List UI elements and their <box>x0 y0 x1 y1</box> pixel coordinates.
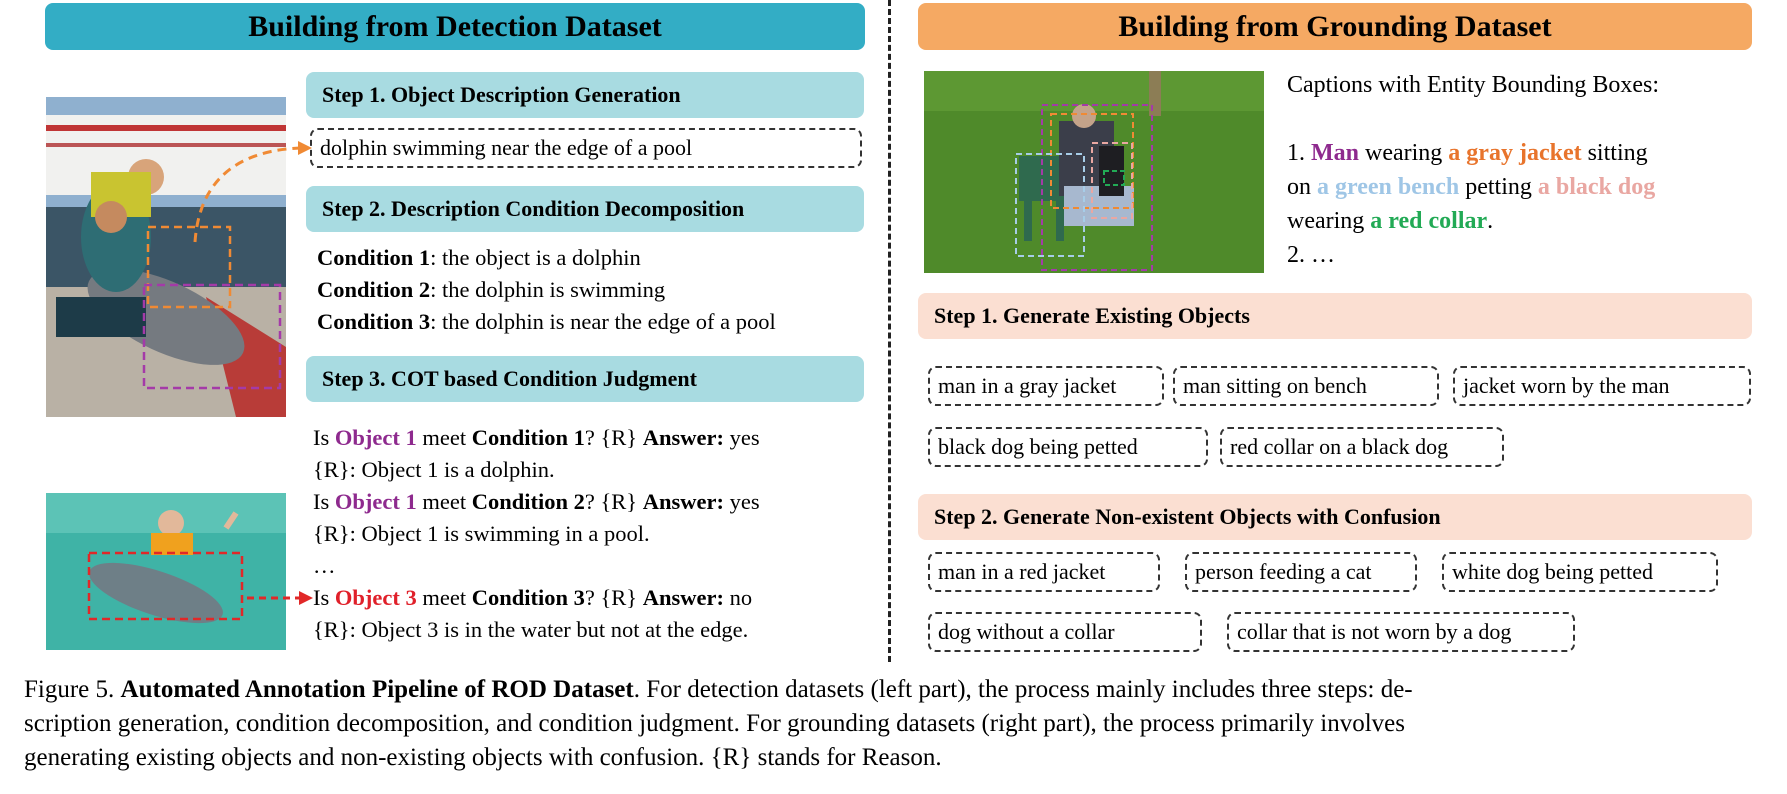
grounding-step-1-title: Step 1. Generate Existing Objects <box>918 293 1752 339</box>
caption-line: generating existing objects and non-existing objects with confusion. {R} stands for Reason. <box>24 744 942 771</box>
judgment-question: Is Object 1 meet Condition 2? {R} Answer: yes <box>313 489 760 514</box>
grounding-step-2-title: Step 2. Generate Non-existent Objects with Confusion <box>918 494 1752 540</box>
existing-object-box: jacket worn by the man <box>1453 366 1751 406</box>
existing-object-box: red collar on a black dog <box>1220 427 1504 467</box>
entity-caption <box>1287 68 1659 272</box>
nonexistent-object-box: collar that is not worn by a dog <box>1227 612 1575 652</box>
nonexistent-object-box: dog without a collar <box>928 612 1202 652</box>
detection-header: Building from Detection Dataset <box>45 3 865 50</box>
existing-object-box: man sitting on bench <box>1173 366 1439 406</box>
arrow-object3-to-judgment <box>245 587 315 609</box>
detection-step-3-title: Step 3. COT based Condition Judgment <box>306 356 864 402</box>
nonexistent-object-box: white dog being petted <box>1442 552 1718 592</box>
detection-step-2-title: Step 2. Description Condition Decomposition <box>306 186 864 232</box>
grounding-header: Building from Grounding Dataset <box>918 3 1752 50</box>
caption-line: 1. Man wearing a gray jacket sitting <box>1287 140 1648 166</box>
judgment-question: Is Object 3 meet Condition 3? {R} Answer: no <box>313 585 753 610</box>
caption-line: wearing a red collar. <box>1287 208 1494 234</box>
existing-object-box: man in a gray jacket <box>928 366 1164 406</box>
judgment-reason: {R}: Object 1 is a dolphin. <box>313 457 555 482</box>
caption-line: Figure 5. Automated Annotation Pipeline of ROD Dataset. For detection datasets (left part), the process mainly includes three steps: de- <box>24 676 1413 703</box>
condition-item: Condition 3: the dolphin is near the edge of a pool <box>317 309 776 334</box>
judgment-reason: {R}: Object 1 is swimming in a pool. <box>313 521 650 546</box>
judgment-list <box>313 422 760 646</box>
nonexistent-object-box: man in a red jacket <box>928 552 1160 592</box>
panel-divider <box>888 0 891 662</box>
park-photo <box>924 71 1264 273</box>
arrow-dolphin-to-description <box>180 130 315 250</box>
caption-line: scription generation, condition decomposition, and condition judgment. For grounding datasets (right part), the process primarily involves <box>24 710 1405 737</box>
existing-object-box: black dog being petted <box>928 427 1208 467</box>
caption-line: on a green bench petting a black dog <box>1287 174 1656 200</box>
judgment-ellipsis: … <box>313 553 336 578</box>
caption-title: Captions with Entity Bounding Boxes: <box>1287 72 1660 98</box>
figure-caption <box>24 673 1774 775</box>
detection-step-1-title: Step 1. Object Description Generation <box>306 72 864 118</box>
judgment-question: Is Object 1 meet Condition 1? {R} Answer: yes <box>313 425 760 450</box>
judgment-reason: {R}: Object 3 is in the water but not at the edge. <box>313 617 749 642</box>
description-box: dolphin swimming near the edge of a pool <box>310 128 862 168</box>
caption-spacer <box>1287 102 1659 136</box>
condition-item: Condition 1: the object is a dolphin <box>317 245 641 270</box>
condition-list <box>317 242 776 338</box>
nonexistent-object-box: person feeding a cat <box>1185 552 1417 592</box>
dolphin-photo-2 <box>46 493 286 650</box>
condition-item: Condition 2: the dolphin is swimming <box>317 277 666 302</box>
caption-line: 2. … <box>1287 242 1335 268</box>
